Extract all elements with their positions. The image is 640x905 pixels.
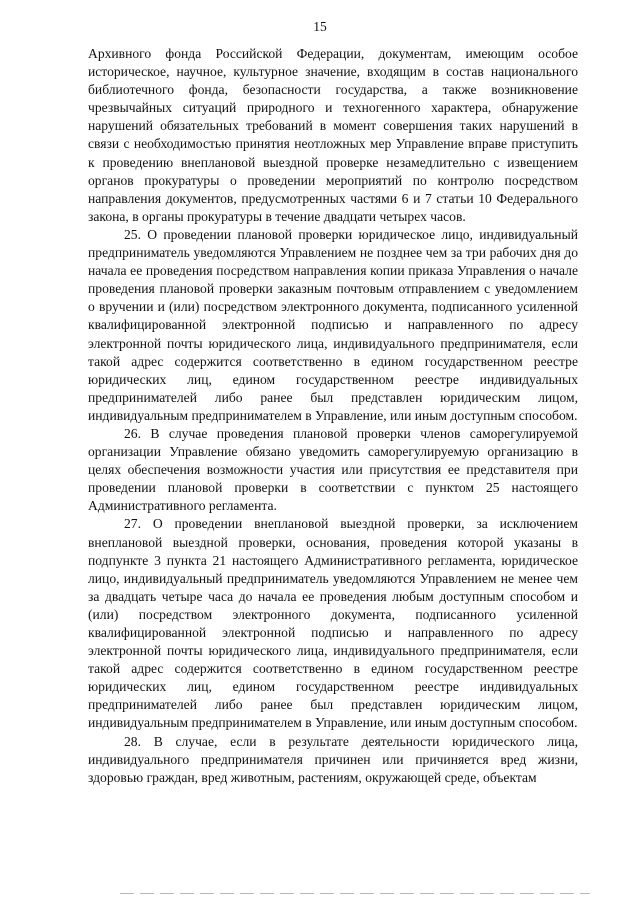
paragraph-28: 28. В случае, если в результате деятельности юридического лица, индивидуального предпринимателя причинен или причиняется вред жизни, здоровью граждан, вред животным, растениям, окружающей среде, объектам — [88, 733, 578, 785]
scan-artifact-line — [120, 893, 590, 894]
document-body — [88, 45, 578, 787]
page-number: 15 — [313, 19, 327, 34]
paragraph-27: 27. О проведении внеплановой выездной проверки, за исключением внеплановой выездной проверки, основания, проведения которой указаны в подпункте 3 пункта 21 настоящего Административного регламента, юридическое лицо, индивидуальный предприниматель уведомляются Управлением не менее чем за двадцать четыре часа до начала ее проведения любым доступным способом и (или) посредством электронного документа, подписанного усиленной квалифицированной электронной подписью и направленного по адресу электронной почты юридического лица, индивидуального предпринимателя, если такой адрес содержится соответственно в едином государственном реестре юридических лиц, едином государственном реестре индивидуальных предпринимателей либо ранее был представлен юридическим лицом, индивидуальным предпринимателем в Управление, или иным доступным способом. — [88, 516, 578, 731]
paragraph-continuation: Архивного фонда Российской Федерации, документам, имеющим особое историческое, научное, культурное значение, входящим в состав национального библиотечного фонда, безопасности государства, а также возникновение чрезвычайных ситуаций природного и техногенного характера, обнаружение нарушений обязательных требований в момент совершения таких нарушений в связи с необходимостью принятия неотложных мер Управление вправе приступить к проведению внеплановой выездной проверке незамедлительно с извещением органов прокуратуры о проведении мероприятий по контролю посредством направления документов, предусмотренных частями 6 и 7 статьи 10 Федерального закона, в органы прокуратуры в течение двадцати четырех часов. — [88, 46, 578, 224]
paragraph-26: 26. В случае проведения плановой проверки членов саморегулируемой организации Управление обязано уведомить саморегулируемую организацию в целях обеспечения возможности участия или присутствия ее представителя при проведении плановой проверки в соответствии с пунктом 25 настоящего Административного регламента. — [88, 425, 578, 514]
paragraph-25: 25. О проведении плановой проверки юридическое лицо, индивидуальный предприниматель уведомляются Управлением не позднее чем за три рабочих дня до начала ее проведения посредством направления копии приказа Управления о начале проведения плановой проверки заказным почтовым отправлением с уведомлением о вручении и (или) посредством электронного документа, подписанного усиленной квалифицированной электронной подписью и направленного по адресу электронной почты юридического лица, индивидуального предпринимателя, если такой адрес содержится соответственно в едином государственном реестре юридических лиц, едином государственном реестре индивидуальных предпринимателей либо ранее был представлен юридическим лицом, индивидуальным предпринимателем в Управление, или иным доступным способом. — [88, 226, 578, 423]
